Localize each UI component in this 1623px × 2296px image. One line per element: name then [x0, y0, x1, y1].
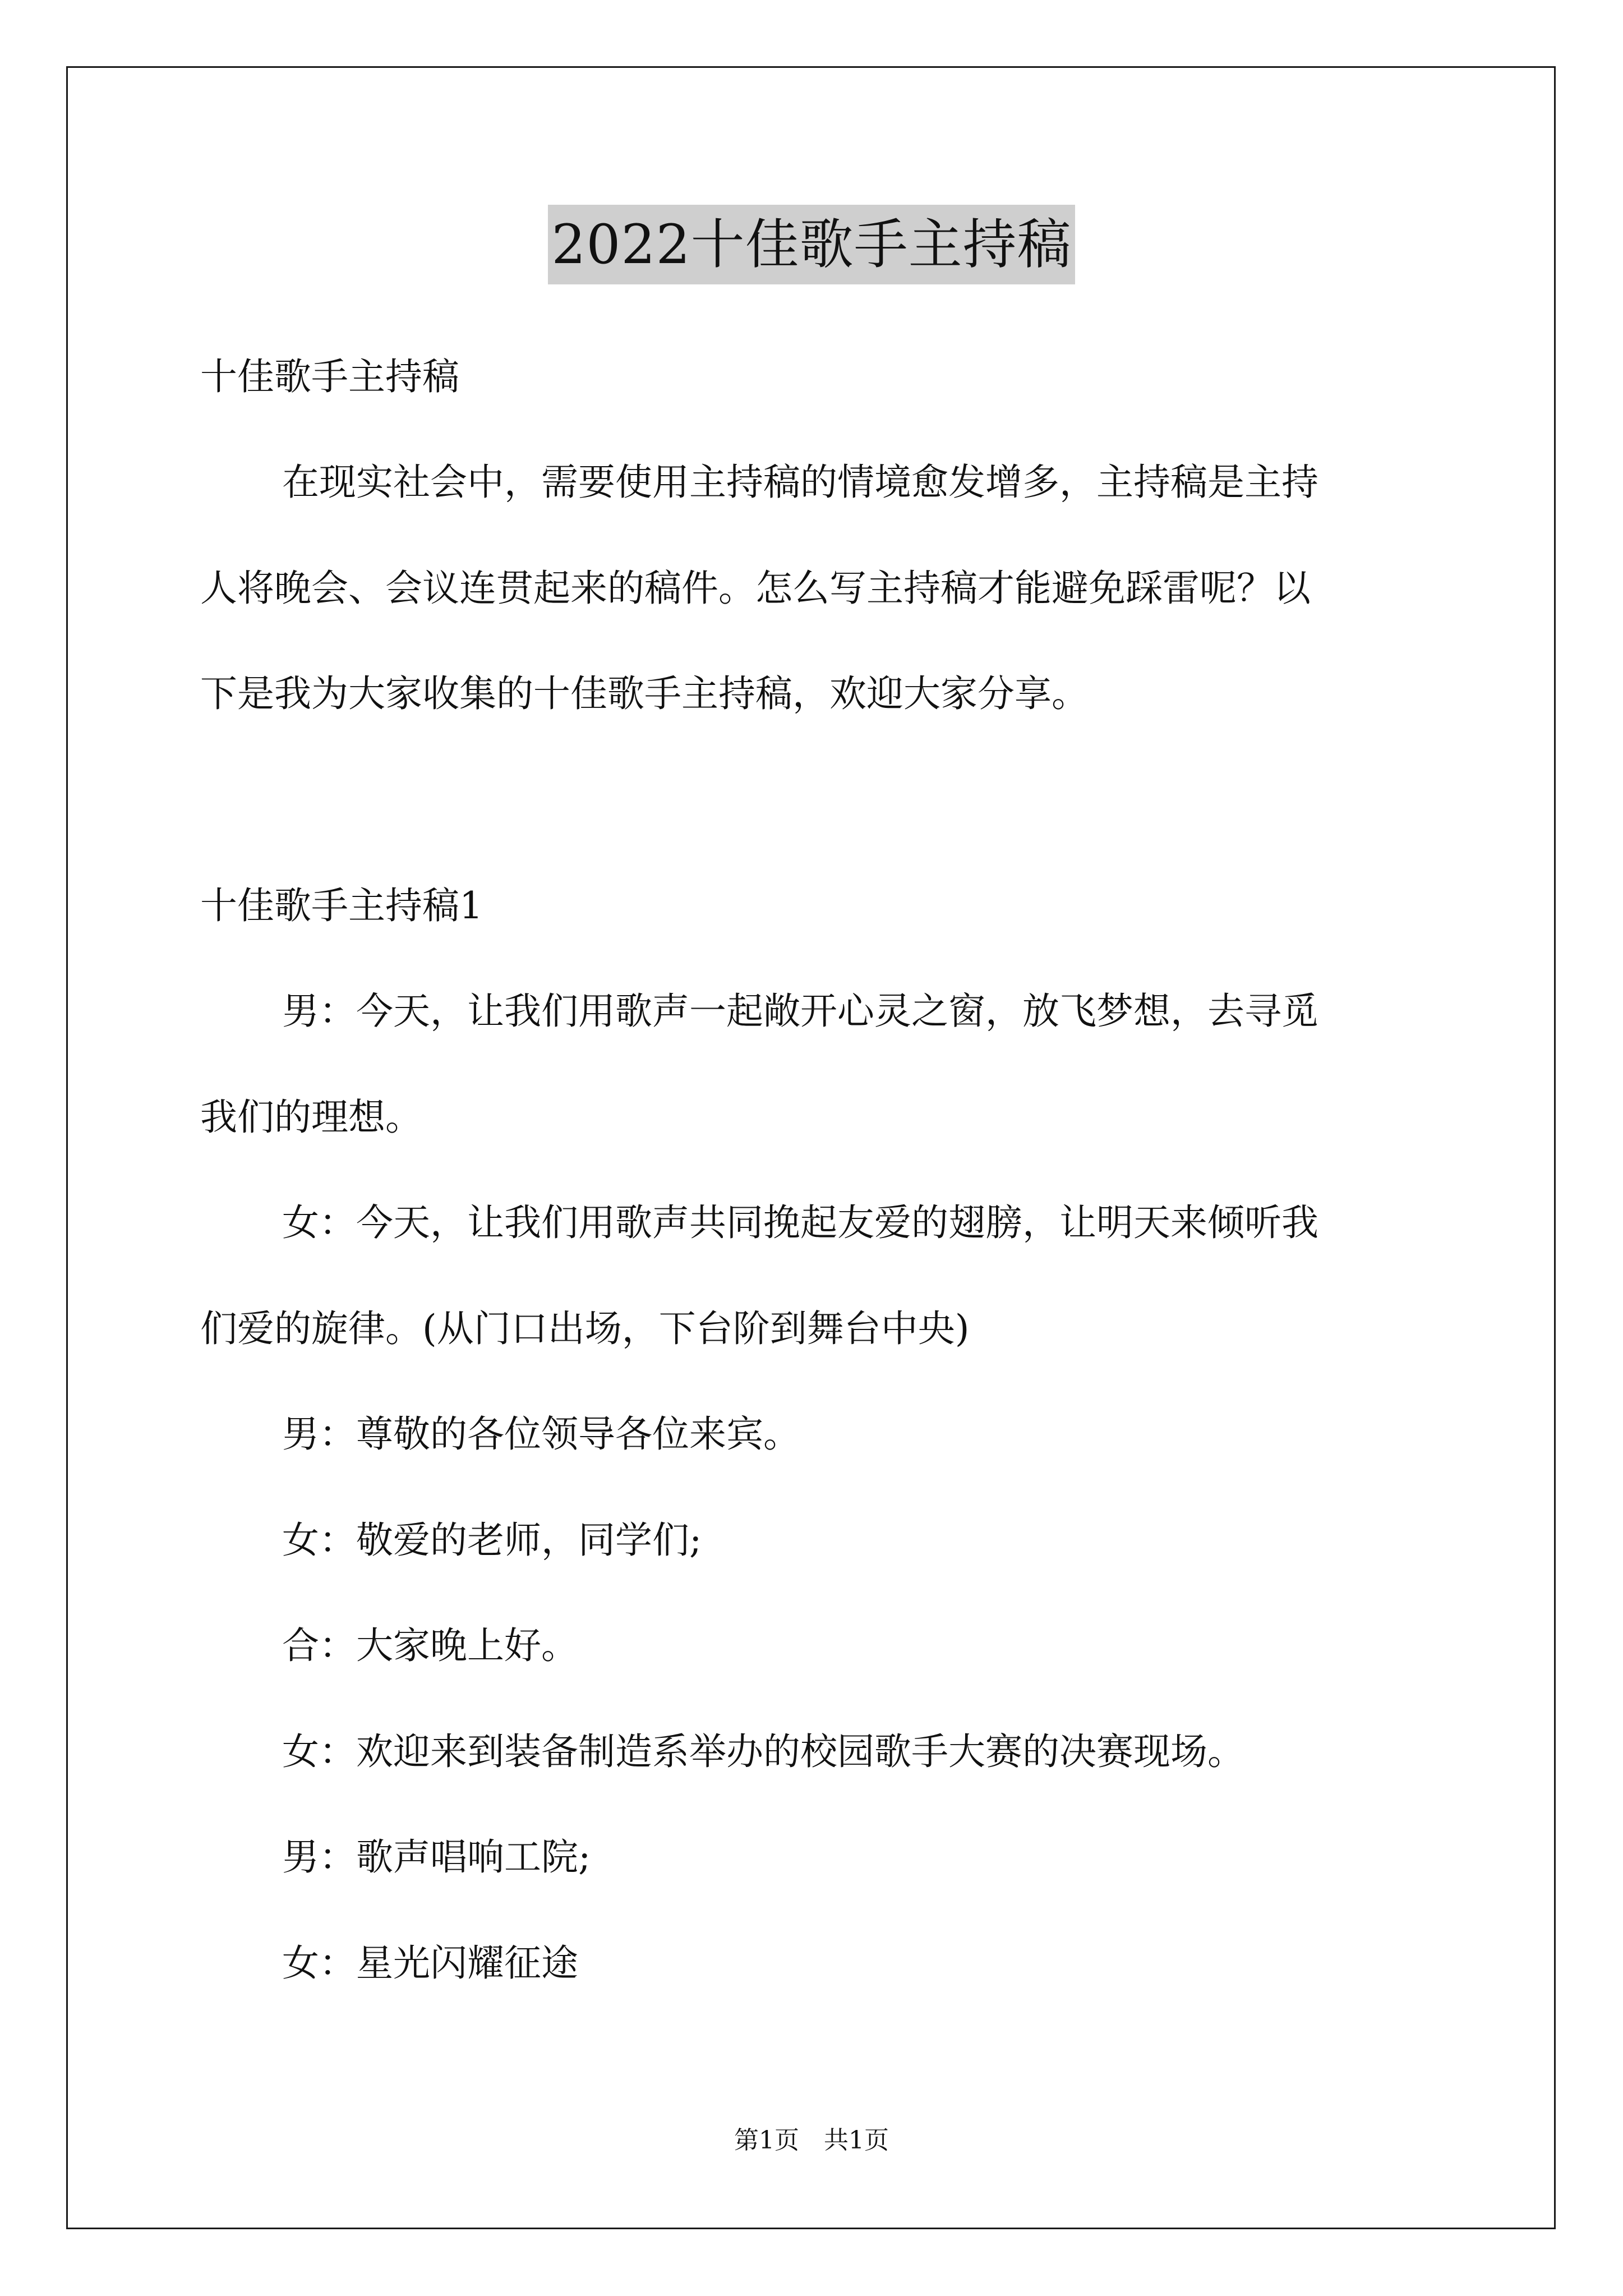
dialogue-line: 们爱的旋律。(从门口出场，下台阶到舞台中央) [200, 1307, 970, 1350]
dialogue-line: 男：尊敬的各位领导各位来宾。 [282, 1412, 800, 1456]
dialogue-line: 我们的理想。 [200, 1096, 422, 1139]
document-title: 2022十佳歌手主持稿 [548, 205, 1075, 284]
dialogue-line: 女：欢迎来到装备制造系举办的校园歌手大赛的决赛现场。 [282, 1730, 1244, 1773]
section-heading: 十佳歌手主持稿1 [200, 884, 483, 927]
intro-line-2: 人将晚会、会议连贯起来的稿件。怎么写主持稿才能避免踩雷呢？以 [200, 567, 1311, 610]
intro-line-3: 下是我为大家收集的十佳歌手主持稿，欢迎大家分享。 [200, 672, 1089, 715]
dialogue-line: 男：今天，让我们用歌声一起敞开心灵之窗，放飞梦想，去寻觅 [282, 990, 1318, 1033]
dialogue-line: 女：敬爱的老师，同学们; [282, 1519, 702, 1562]
page-footer: 第1页 共1页 [734, 2126, 889, 2155]
subtitle: 十佳歌手主持稿 [200, 355, 459, 398]
title-container [0, 205, 1623, 284]
dialogue-line: 女：星光闪耀征途 [282, 1941, 578, 1985]
dialogue-line: 男：歌声唱响工院; [282, 1835, 591, 1879]
intro-line-1: 在现实社会中，需要使用主持稿的情境愈发增多，主持稿是主持 [282, 461, 1318, 504]
dialogue-line: 合：大家晚上好。 [282, 1624, 578, 1667]
dialogue-line: 女：今天，让我们用歌声共同挽起友爱的翅膀，让明天来倾听我 [282, 1201, 1318, 1244]
